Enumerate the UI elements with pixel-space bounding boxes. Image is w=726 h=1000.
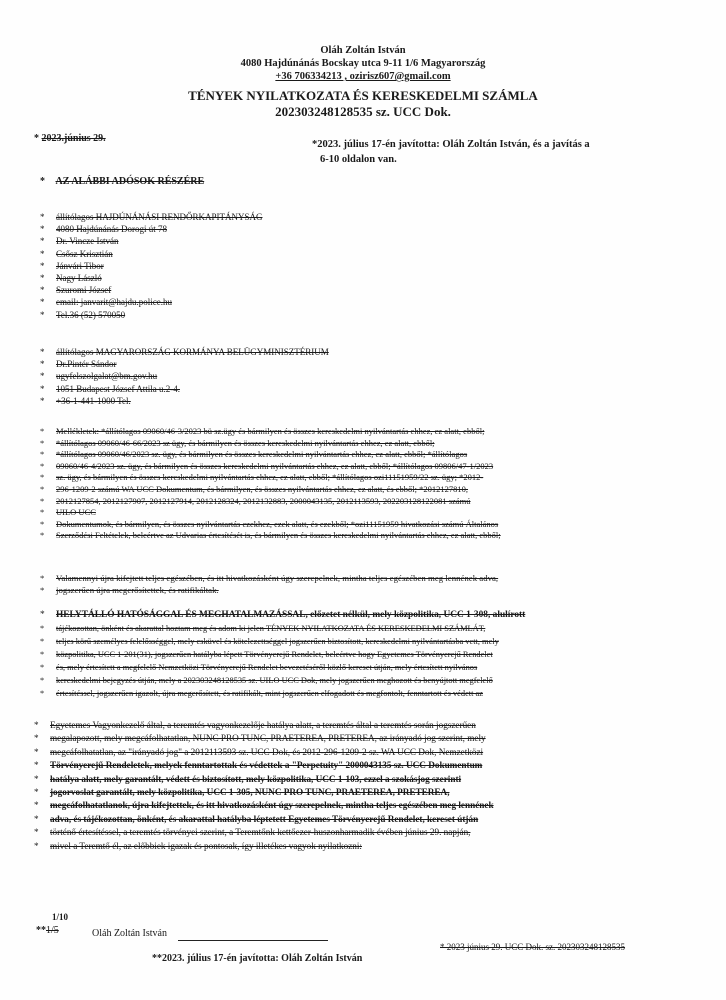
date-left-text: 2023.június 29. bbox=[41, 133, 106, 144]
bullet: * bbox=[40, 507, 45, 518]
list-item: Tel.36 (52) 570050 bbox=[56, 309, 126, 320]
list-item: Mellékletek: *állítólagos 09060/46-3/2023 bü sz.ügy és bármilyen és összes kereskedelmi nyilvántartás ehhez, ez alatt, ebből; bbox=[56, 426, 485, 436]
list-item: 4080 Hajdúnánás Dorogi út 78 bbox=[56, 224, 167, 235]
list-line bbox=[40, 674, 525, 687]
stars: ** bbox=[36, 925, 46, 936]
declaration-block bbox=[40, 609, 525, 700]
bullet: * bbox=[34, 800, 39, 811]
list-line bbox=[40, 211, 263, 223]
correction-note-line-2: 6-10 oldalon van. bbox=[320, 154, 397, 165]
trust-block bbox=[34, 719, 494, 853]
list-item: Dokumentumok, és bármilyen, és összes nyilvántartás ezekhez, ezek alatt, és ezekből; *ozi11151959 hivatkozási számú Általános bbox=[56, 518, 499, 529]
author-name: Oláh Zoltán István bbox=[320, 45, 406, 56]
bullet: * bbox=[40, 359, 45, 370]
date-left bbox=[34, 133, 106, 144]
list-item: állítólagos HAJDÚNÁNÁSI RENDŐRKAPITÁNYSÁG bbox=[56, 212, 263, 222]
list-item: Csősz Krisztián bbox=[56, 248, 113, 259]
list-item: sz. ügy, és bármilyen és összes kereskedelmi nyilvántartás ehhez, ez alatt, ebből; *állítólagos ozi11151959/22 sz. ügy; *2012- bbox=[56, 472, 484, 483]
footer-correction-note: **2023. július 17-én javította: Oláh Zoltán István bbox=[152, 953, 363, 964]
bullet: * bbox=[40, 689, 45, 698]
list-item: történő értesítéssel, a teremtés törvényei szerint, a Teremtőnk kettőezer-huszonharmadik évében június 29. napján, bbox=[50, 827, 471, 838]
bullet: * bbox=[40, 437, 45, 448]
list-line bbox=[40, 687, 525, 700]
bullet: * bbox=[40, 383, 45, 394]
list-line bbox=[40, 296, 263, 308]
bullet: * bbox=[40, 663, 45, 672]
bullet: * bbox=[34, 827, 39, 838]
list-item: Szerződési Feltételek, beleértve az Udvarias értesítését is, és bármilyen és összes kereskedelmi nyilvántartás ehhez, ez alatt, ebből; bbox=[56, 530, 501, 541]
list-line bbox=[40, 284, 263, 296]
list-item: megalapozott, mely megcáfolhatatlan, NUNC PRO TUNC, PRAETEREA, PRETEREA, az irányadó jog szerint, mely bbox=[50, 733, 486, 744]
bullet: * bbox=[40, 260, 45, 271]
list-item: Jánvári Tibor bbox=[56, 260, 104, 271]
list-line bbox=[40, 223, 263, 235]
list-item: adva, és tájékozottan, önként, és akarattal hatályba léptetett Egyetemes Törvényerejű Rendelet, kereset útján bbox=[50, 813, 479, 824]
list-item: állítólagos MAGYARORSZÁG KORMÁNYA BELÜGYMINISZTÉRIUM bbox=[56, 347, 329, 357]
bullet: * bbox=[40, 297, 45, 308]
bullet: * bbox=[40, 248, 45, 259]
list-line bbox=[40, 235, 263, 247]
list-line bbox=[40, 438, 501, 450]
bullet: * bbox=[40, 472, 45, 483]
bullet: * bbox=[40, 371, 45, 382]
list-line bbox=[40, 648, 525, 661]
list-line bbox=[40, 609, 525, 622]
list-item: Szuromi József bbox=[56, 285, 112, 296]
bullet: * bbox=[40, 610, 45, 620]
bullet: * bbox=[34, 773, 39, 784]
list-line bbox=[40, 661, 525, 674]
list-line bbox=[34, 759, 494, 772]
bullet: * bbox=[40, 426, 45, 436]
list-item: UILO UCC bbox=[56, 507, 96, 518]
list-item: közpolitika, UCC 1-201(31), jogszerűen hatályba lépett Törvényerejű Rendelet, beleértve hogy Egyetemes Törvényerejű Rendelet bbox=[56, 650, 493, 659]
list-item: Dr. Vincze István bbox=[56, 236, 119, 247]
list-line bbox=[40, 383, 329, 395]
list-item: teljes körű személyes felelősséggel, mely esküvel és kötelezettséggel jogszerűen biztosított, kereskedelmi nyilvántartásba vett, mely bbox=[56, 637, 499, 646]
list-line bbox=[40, 484, 501, 496]
bullet: * bbox=[40, 483, 45, 494]
page-number-bottom: 1/5 bbox=[46, 925, 59, 936]
bullet: * bbox=[40, 236, 45, 247]
list-item: mivel a Teremtő él, az előbbiek igazak és pontosak, így illetékes vagyok nyilatkozni: bbox=[50, 840, 362, 851]
bullet: * bbox=[40, 285, 45, 296]
list-item: +36-1-441-1000 Tel. bbox=[56, 395, 131, 406]
bullet: * bbox=[40, 573, 45, 583]
list-item: ugyfelszolgalat@bm.gov.hu bbox=[56, 371, 158, 382]
list-line bbox=[40, 395, 329, 407]
list-item: tájékozottan, önként és akarattal hoztam meg és adom ki jelen TÉNYEK NYILATKOZATA ÉS KERESKEDELMI SZÁMLÁT, bbox=[56, 624, 486, 633]
list-line bbox=[34, 786, 494, 799]
list-item: 2012127854, 2012127907, 2012127914, 2012128324, 2012132883, 2000043135, 2012113593, 202203128122081 számú bbox=[56, 495, 471, 506]
bullet: * bbox=[34, 760, 39, 771]
list-line bbox=[40, 346, 329, 358]
list-line bbox=[34, 746, 494, 759]
bullet: * bbox=[40, 495, 45, 506]
page-number-row bbox=[36, 925, 59, 936]
bullet: * bbox=[34, 813, 39, 824]
bullet: * bbox=[40, 624, 45, 633]
bullet: * bbox=[40, 676, 45, 685]
signature-line bbox=[178, 940, 328, 941]
author-contact: +36 706334213 , ozirisz607@gmail.com bbox=[275, 71, 451, 82]
bullet: * bbox=[40, 518, 45, 529]
section-heading: * AZ ALÁBBI ADÓSOK RÉSZÉRE bbox=[40, 176, 205, 187]
ratification-block bbox=[40, 572, 498, 596]
list-line bbox=[40, 622, 525, 635]
list-item: és, mely értesített a megfelelő Nemzetközi Törvényerejű Rendelet bevezetéséről közlő kereset útján, mely értesített nyilvános bbox=[56, 663, 478, 672]
list-item: Törvényerejű Rendeletek, melyek fenntartottak és védettek a "Perpetuity" 2000043135 sz. UCC Dokumentum bbox=[50, 760, 483, 771]
list-line bbox=[34, 732, 494, 745]
signer-name: Oláh Zoltán István bbox=[92, 928, 167, 939]
author-address: 4080 Hajdúnánás Bocskay utca 9-11 1/6 Magyarország bbox=[240, 58, 486, 69]
list-line bbox=[40, 260, 263, 272]
list-item: hatálya alatt, mely garantált, védett és biztosított, mely közpolitika, UCC 1-103, ezzel a szokásjog szerinti bbox=[50, 773, 462, 784]
bullet: * bbox=[40, 273, 45, 284]
list-item: email: janvarit@hajdu.police.hu bbox=[56, 297, 173, 308]
bullet: * bbox=[40, 585, 45, 596]
bullet: * bbox=[34, 840, 39, 851]
document-subtitle: 202303248128535 sz. UCC Dok. bbox=[275, 104, 451, 119]
list-line bbox=[40, 584, 498, 596]
list-item: megcáfolhatatlanok, újra kifejtettek, és itt hivatkozásként úgy szerepelnek, mintha teljes egészében meg lennének bbox=[50, 800, 494, 811]
list-line bbox=[34, 799, 494, 812]
bullet: * bbox=[34, 733, 39, 744]
correction-note-line-1: *2023. július 17-én javította: Oláh Zoltán István, és a javítás a bbox=[312, 139, 590, 150]
list-item: jogszerűen újra megerősítettek, és ratifikáltak. bbox=[56, 585, 219, 596]
list-item: 1051 Budapest József Attila u.2-4. bbox=[56, 383, 180, 394]
bullet: * bbox=[34, 746, 39, 757]
list-line bbox=[40, 358, 329, 370]
list-line bbox=[34, 719, 494, 732]
bullet: * bbox=[40, 347, 45, 357]
correction-note bbox=[312, 137, 590, 167]
list-line bbox=[40, 272, 263, 284]
bullet: * bbox=[40, 309, 45, 320]
bullet: * bbox=[40, 212, 45, 222]
list-line bbox=[40, 426, 501, 438]
list-line bbox=[40, 572, 498, 584]
list-item: jogorvoslat garantált, mely közpolitika, UCC 1-305, NUNC PRO TUNC, PRAETEREA, PRETEREA, bbox=[50, 787, 450, 798]
bullet: * bbox=[40, 460, 45, 471]
bullet: * bbox=[34, 787, 39, 798]
list-item: HELYTÁLLÓ HATÓSÁGGAL ÉS MEGHATALMAZÁSSAL, előzetet nélkül, mely közpolitika, UCC 1-308, alulírott bbox=[56, 610, 526, 620]
bullet: * bbox=[40, 449, 45, 460]
list-item: kereskedelmi bejegyzés útján, mely a 202303248128535 sz. UILO UCC Dok, mely jogszerűen meghozott és benyújtott megfelelő bbox=[56, 676, 493, 685]
bullet: * bbox=[40, 650, 45, 659]
footer-right-note: * 2023 június 29. UCC Dok. sz. 202303248128535 bbox=[440, 942, 626, 952]
bullet: * bbox=[40, 637, 45, 646]
list-item: 09060/46-4/2023 sz. ügy, és bármilyen és összes kereskedelmi nyilvántartás ehhez, ez alatt, ebből; *állítólagos 09806/47-1/2023 bbox=[56, 460, 494, 471]
attachments-block bbox=[40, 426, 501, 542]
list-item: Egyetemes Vagyonkezelő által, a teremtés vagyonkezelője hatálya alatt, a teremtés által a teremtés során jogszerűen bbox=[50, 720, 476, 730]
list-line bbox=[40, 635, 525, 648]
list-item: Valamennyi újra kifejtett teljes egészében, és itt hivatkozásként úgy szerepelnek, mintha teljes egészében meg lennének adva, bbox=[56, 573, 499, 583]
list-item: értesítéssel, jogszerűen igazolt, újra megerősített, és ratifikált, mint jogszerűen elfogadott és megfontolt, fenntartott és védett az bbox=[56, 689, 483, 698]
list-line bbox=[40, 248, 263, 260]
list-line bbox=[40, 507, 501, 519]
list-line bbox=[40, 370, 329, 382]
list-line bbox=[40, 449, 501, 461]
list-item: megcáfolhatatlan, az "irányadó jog" a 2012113593 sz. UCC Dok, és 2012-296-1209-2 sz. WA UCC Dok, Nemzetközi bbox=[50, 746, 484, 757]
list-line bbox=[40, 519, 501, 531]
document-title: TÉNYEK NYILATKOZATA ÉS KERESKEDELMI SZÁMLA bbox=[188, 88, 538, 103]
bullet: * bbox=[34, 133, 39, 144]
list-line bbox=[34, 813, 494, 826]
bullet: * bbox=[40, 530, 45, 541]
list-item: *állítólagos 09060/46-66/2023 sz ügy, és bármilyen és összes kereskedelmi nyilvántartás ehhez, ez alatt, ebből; bbox=[56, 437, 435, 448]
bullet: * bbox=[34, 720, 39, 730]
list-line bbox=[40, 530, 501, 542]
bullet: * bbox=[40, 395, 45, 406]
page-number-top: 1/10 bbox=[52, 912, 69, 922]
list-line bbox=[40, 309, 263, 321]
list-item: *állítólagos 09060/46/2023 sz. ügy, és bármilyen és összes kereskedelmi nyilvántartás ehhez, ez alatt, ebből; *állítólagos bbox=[56, 449, 468, 460]
debtor-group-police bbox=[40, 211, 263, 321]
list-line bbox=[40, 496, 501, 508]
list-line bbox=[34, 840, 494, 853]
list-line bbox=[40, 461, 501, 473]
list-line bbox=[40, 472, 501, 484]
debtor-group-ministry bbox=[40, 346, 329, 407]
list-line bbox=[34, 773, 494, 786]
list-item: 296-1209-2 számú WA UCC Dokumentum, és bármilyen, és összes nyilvántartás ehhez, ez alatt, és ebből; *2012127810, bbox=[56, 483, 469, 494]
list-item: Nagy László bbox=[56, 273, 102, 284]
bullet: * bbox=[40, 224, 45, 235]
list-line bbox=[34, 826, 494, 839]
list-item: Dr.Pintér Sándor bbox=[56, 359, 117, 370]
